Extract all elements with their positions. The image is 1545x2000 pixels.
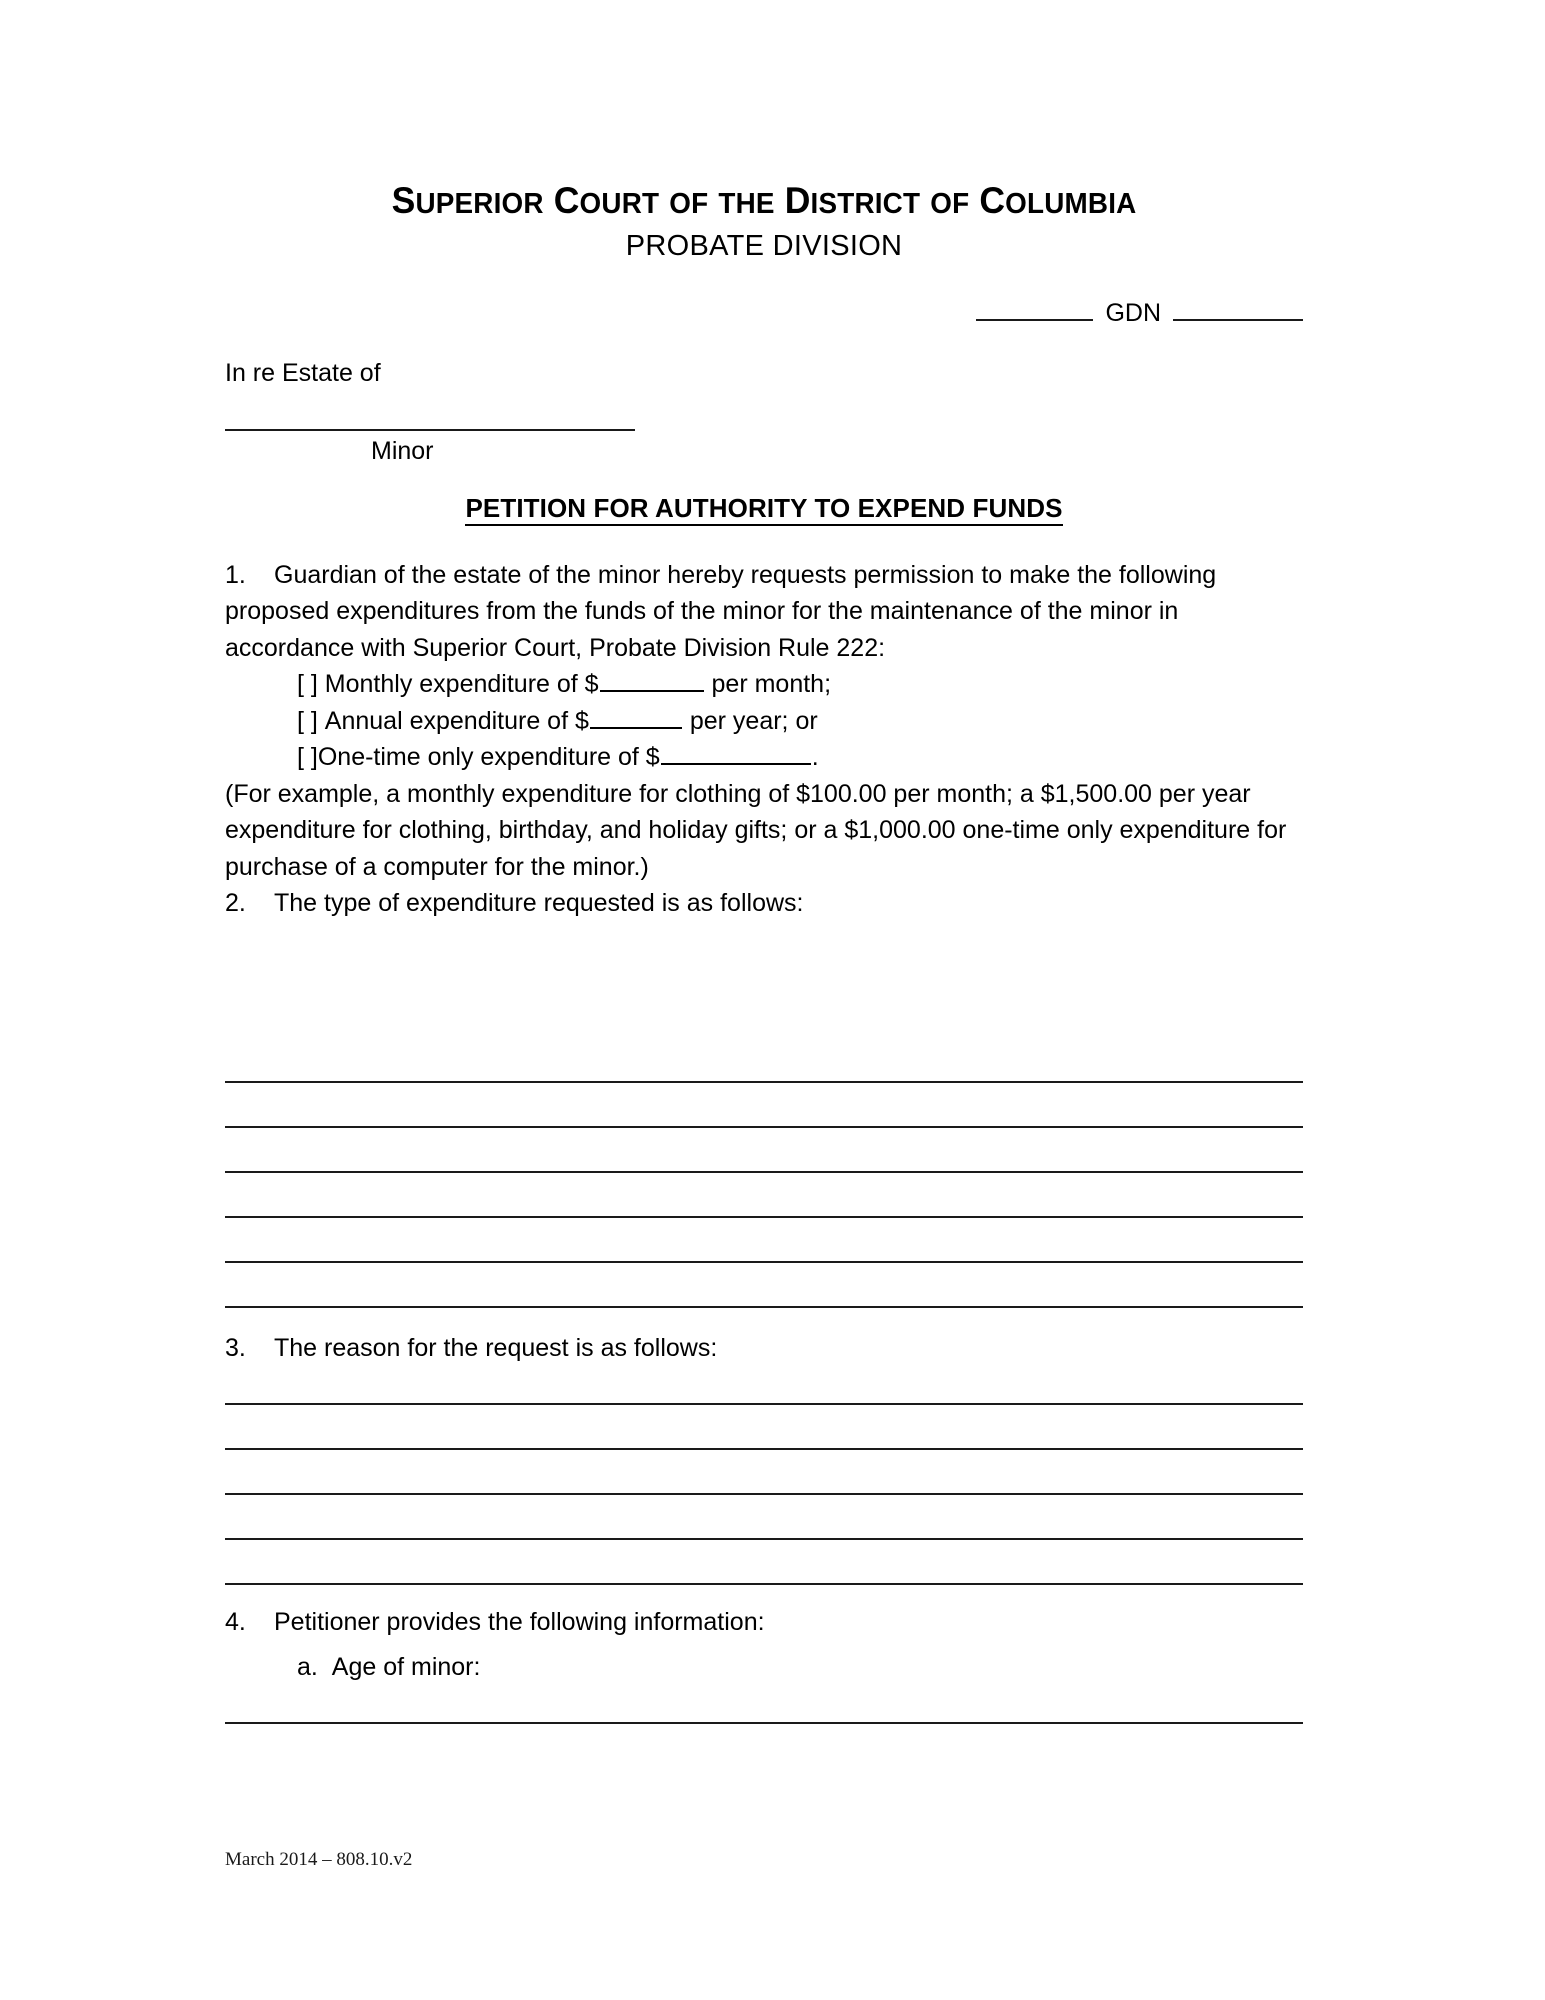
paragraph-2-text: The type of expenditure requested is as follows: [274, 889, 804, 918]
page-title [225, 493, 1303, 524]
paragraph-2-answer-line-5[interactable] [225, 1261, 1303, 1263]
page-title-text: PETITION FOR AUTHORITY TO EXPEND FUNDS [465, 493, 1062, 526]
paragraph-4-subitem-a-label: a. [297, 1653, 318, 1681]
paragraph-4-subitem-a [225, 1649, 480, 1686]
case-number-row [225, 299, 1303, 328]
paragraph-2-number: 2. [225, 889, 246, 918]
expenditure-option-monthly-prefix: Monthly expenditure of $ [324, 670, 599, 699]
paragraph-2-answer-line-1[interactable] [225, 1081, 1303, 1083]
gdn-label: GDN [1105, 298, 1161, 327]
checkbox-monthly[interactable]: [ ] [297, 670, 318, 699]
paragraph-2 [225, 885, 1303, 922]
expenditure-option-monthly[interactable] [225, 666, 1303, 703]
minor-role-label: Minor [371, 436, 434, 465]
expenditure-option-annual-suffix: per year; or [682, 706, 818, 735]
checkbox-annual[interactable]: [ ] [297, 706, 318, 735]
paragraph-4-answer-line-1[interactable] [225, 1722, 1303, 1724]
expenditure-option-monthly-suffix: per month; [704, 670, 832, 699]
paragraph-4-subitem-a-text: Age of minor: [331, 1653, 481, 1681]
document-footer: March 2014 – 808.10.v2 [225, 1849, 413, 1870]
monthly-amount-field[interactable] [600, 670, 704, 692]
expenditure-option-one-time[interactable] [225, 739, 1303, 776]
in-re-label: In re Estate of [225, 358, 381, 387]
paragraph-3-answer-line-1[interactable] [225, 1403, 1303, 1405]
paragraph-1-body [225, 557, 1303, 667]
paragraph-1-number: 1. [225, 560, 246, 589]
paragraph-3-text: The reason for the request is as follows: [274, 1334, 718, 1362]
paragraph-2-answer-line-4[interactable] [225, 1216, 1303, 1218]
expenditure-option-one-time-prefix: One-time only expenditure of $ [317, 743, 660, 772]
example-note: (For example, a monthly expenditure for clothing of $100.00 per month; a $1,500.00 per year expenditure for clothing, birthday, and holiday gifts; or a $1,000.00 one-time only expenditure for purchase of a computer for the minor.) [225, 779, 1287, 881]
annual-amount-field[interactable] [590, 707, 682, 729]
paragraph-3-answer-line-2[interactable] [225, 1448, 1303, 1450]
estate-name-field[interactable] [225, 429, 635, 431]
case-number-right-field[interactable] [1173, 300, 1303, 321]
paragraph-2-answer-line-3[interactable] [225, 1171, 1303, 1173]
paragraph-2-answer-line-6[interactable] [225, 1306, 1303, 1308]
document-header-block [225, 0, 1303, 922]
paragraph-4-text: Petitioner provides the following information: [274, 1608, 765, 1636]
case-number-left-field[interactable] [976, 300, 1093, 321]
checkbox-one-time[interactable]: [ ] [297, 743, 318, 772]
paragraph-4 [225, 1604, 765, 1641]
paragraph-2-answer-line-2[interactable] [225, 1126, 1303, 1128]
expenditure-option-one-time-suffix: . [811, 743, 819, 772]
paragraph-3-answer-line-5[interactable] [225, 1583, 1303, 1585]
paragraph-4-number: 4. [225, 1608, 246, 1636]
paragraph-1 [225, 557, 1303, 667]
paragraph-3-number: 3. [225, 1334, 246, 1362]
paragraph-3-answer-line-3[interactable] [225, 1493, 1303, 1495]
paragraph-3-answer-line-4[interactable] [225, 1538, 1303, 1540]
expenditure-option-annual[interactable] [225, 703, 1303, 740]
one-time-amount-field[interactable] [661, 743, 811, 765]
paragraph-3 [225, 1330, 717, 1367]
expenditure-option-annual-prefix: Annual expenditure of $ [324, 706, 589, 735]
paragraph-1-text: Guardian of the estate of the minor hereby requests permission to make the following proposed expenditures from the funds of the minor for the maintenance of the minor in accordance with Superior Court, Probate Division Rule 222: [225, 560, 1217, 662]
division-title: PROBATE DIVISION [625, 229, 903, 262]
court-title: SUPERIOR COURT OF THE DISTRICT OF COLUMBIA [391, 180, 1137, 221]
